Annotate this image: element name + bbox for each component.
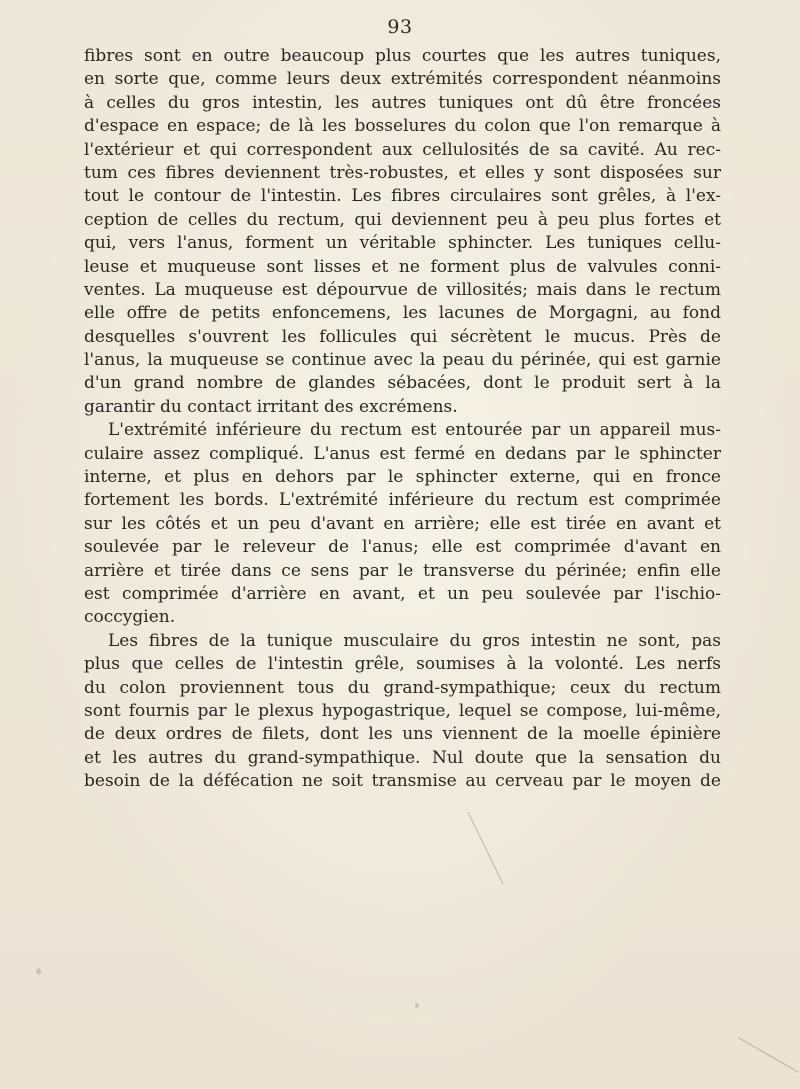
text-line: qui, vers l'anus, forment un véritable sphincter. Les tuniques cellu- [84, 233, 721, 254]
page-number: 93 [387, 16, 413, 38]
text-line: desquelles s'ouvrent les follicules qui sécrètent le mucus. Près de [84, 326, 721, 347]
text-line: elle offre de petits enfoncemens, les lacunes de Morgagni, au fond [84, 303, 721, 324]
text-line: en sorte que, comme leurs deux extrémités correspondent néanmoins [84, 69, 721, 90]
text-line: ventes. La muqueuse est dépourvue de villosités; mais dans le rectum [84, 279, 721, 300]
text-line: tum ces fibres deviennent très-robustes, et elles y sont disposées sur [84, 162, 721, 183]
text-line: de deux ordres de filets, dont les uns viennent de la moelle épinière [84, 724, 721, 745]
body-text [84, 45, 721, 794]
text-line: culaire assez compliqué. L'anus est fermé en dedans par le sphincter [84, 443, 721, 464]
paragraph-start-line: L'extrémité inférieure du rectum est entourée par un appareil mus- [108, 420, 721, 441]
text-line: et les autres du grand-sympathique. Nul doute que la sensation du [84, 747, 721, 768]
text-line: à celles du gros intestin, les autres tuniques ont dû être froncées [84, 92, 721, 113]
text-line: d'espace en espace; de là les bosselures du colon que l'on remarque à [84, 116, 721, 137]
text-line: besoin de la défécation ne soit transmise au cerveau par le moyen de [84, 771, 721, 792]
paragraph-start-line: Les fibres de la tunique musculaire du gros intestin ne sont, pas [108, 630, 721, 651]
text-line: ception de celles du rectum, qui deviennent peu à peu plus fortes et [84, 209, 721, 230]
text-line: interne, et plus en dehors par le sphincter externe, qui en fronce [84, 467, 721, 488]
paper-spot [36, 968, 41, 975]
paper-scratch [738, 1037, 799, 1073]
text-line: coccygien. [84, 607, 176, 628]
text-line: fibres sont en outre beaucoup plus courtes que les autres tuniques, [84, 46, 721, 66]
text-line: du colon proviennent tous du grand-sympathique; ceux du rectum [84, 677, 721, 698]
text-line: plus que celles de l'intestin grêle, soumises à la volonté. Les nerfs [84, 654, 721, 675]
text-line: est comprimée d'arrière en avant, et un peu soulevée par l'ischio- [84, 583, 721, 604]
text-line: l'anus, la muqueuse se continue avec la peau du périnée, qui est garnie [84, 350, 721, 371]
paper-scratch [468, 812, 504, 884]
text-line: d'un grand nombre de glandes sébacées, dont le produit sert à la [84, 373, 721, 394]
text-line: soulevée par le releveur de l'anus; elle est comprimée d'avant en [84, 537, 721, 558]
text-line: sont fournis par le plexus hypogastrique, lequel se compose, lui-même, [84, 700, 721, 721]
text-line: garantir du contact irritant des excrémens. [84, 396, 458, 417]
text-line: arrière et tirée dans ce sens par le transverse du périnée; enfin elle [84, 560, 721, 581]
text-line: l'extérieur et qui correspondent aux cellulosités de sa cavité. Au rec- [84, 139, 721, 160]
paper-spot [415, 1003, 419, 1008]
text-line: fortement les bords. L'extrémité inférieure du rectum est comprimée [84, 490, 721, 511]
text-line: sur les côtés et un peu d'avant en arrière; elle est tirée en avant et [84, 513, 721, 534]
text-line: leuse et muqueuse sont lisses et ne forment plus de valvules conni- [84, 256, 721, 277]
text-line: tout le contour de l'intestin. Les fibres circulaires sont grêles, à l'ex- [84, 186, 721, 207]
